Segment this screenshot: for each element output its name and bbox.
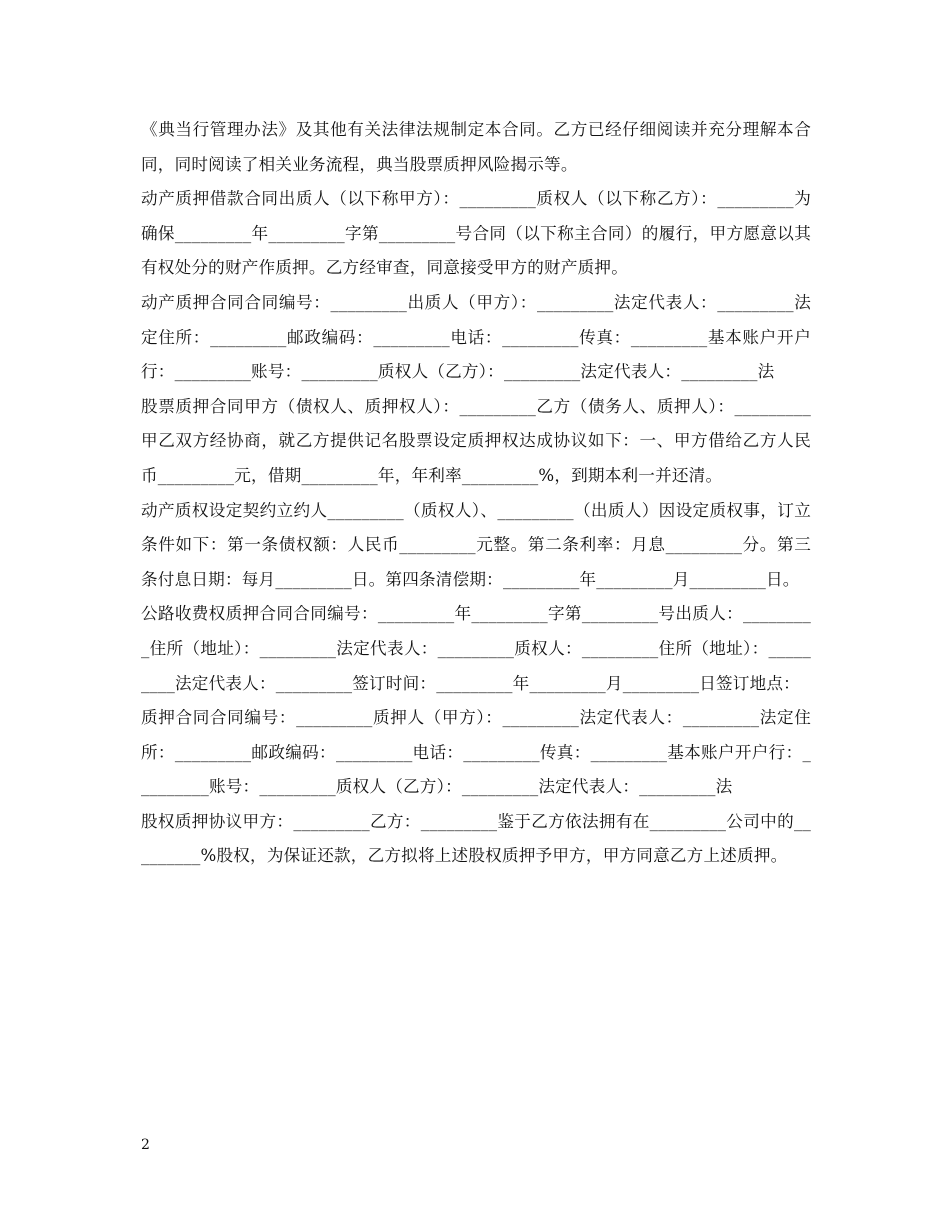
paragraph-movable-pledge-contract: 动产质押合同合同编号：_________出质人（甲方）：_________法定代表人：_________法定住所：_________邮政编码：_________电话：_________传真：_________基本账户开户行：_________账号：_________质权人（乙方）：_________法定代表人：_________法 — [141, 292, 811, 382]
paragraph-movable-pledge-loan-contract: 动产质押借款合同出质人（以下称甲方）：_________质权人（以下称乙方）：_________为确保_________年_________字第_________号合同（以下称主合同）的履行，甲方愿意以其有权处分的财产作质押。乙方经审查，同意接受甲方的财产质押。 — [141, 189, 811, 278]
document-body — [141, 113, 811, 874]
paragraph-movable-pledge-deed: 动产质权设定契约立约人_________（质权人）、_________（出质人）因设定质权事，订立条件如下：第一条债权额：人民币_________元整。第二条利率：月息_________分。第三条付息日期：每月_________日。第四条清偿期：_________年_________月_________日。 — [141, 500, 811, 589]
paragraph-toll-right-pledge-contract: 公路收费权质押合同合同编号：_________年_________字第_________号出质人：_________住所（地址）：_________法定代表人：_________质权人：_________住所（地址）：_________法定代表人：_________签订时间：_________年_________月_________日签订地点： — [141, 604, 811, 693]
page-number: 2 — [141, 1137, 150, 1153]
paragraph-pawnshop-regulations: 《典当行管理办法》及其他有关法律法规制定本合同。乙方已经仔细阅读并充分理解本合同，同时阅读了相关业务流程，典当股票质押风险揭示等。 — [141, 120, 811, 174]
paragraph-stock-pledge-contract: 股票质押合同甲方（债权人、质押权人）：_________乙方（债务人、质押人）：_________甲乙双方经协商，就乙方提供记名股票设定质押权达成协议如下：一、甲方借给乙方人民币_________元，借期_________年，年利率_________%，到期本利一并还清。 — [141, 396, 811, 485]
paragraph-pledge-contract: 质押合同合同编号：_________质押人（甲方）：_________法定代表人：_________法定住所：_________邮政编码：_________电话：_________传真：_________基本账户开户行：_________账号：_________质权人（乙方）：_________法定代表人：_________法 — [141, 708, 811, 797]
paragraph-equity-pledge-agreement: 股权质押协议甲方：_________乙方：_________鉴于乙方依法拥有在_________公司中的_________%股权，为保证还款，乙方拟将上述股权质押予甲方，甲方同意乙方上述质押。 — [141, 811, 811, 866]
